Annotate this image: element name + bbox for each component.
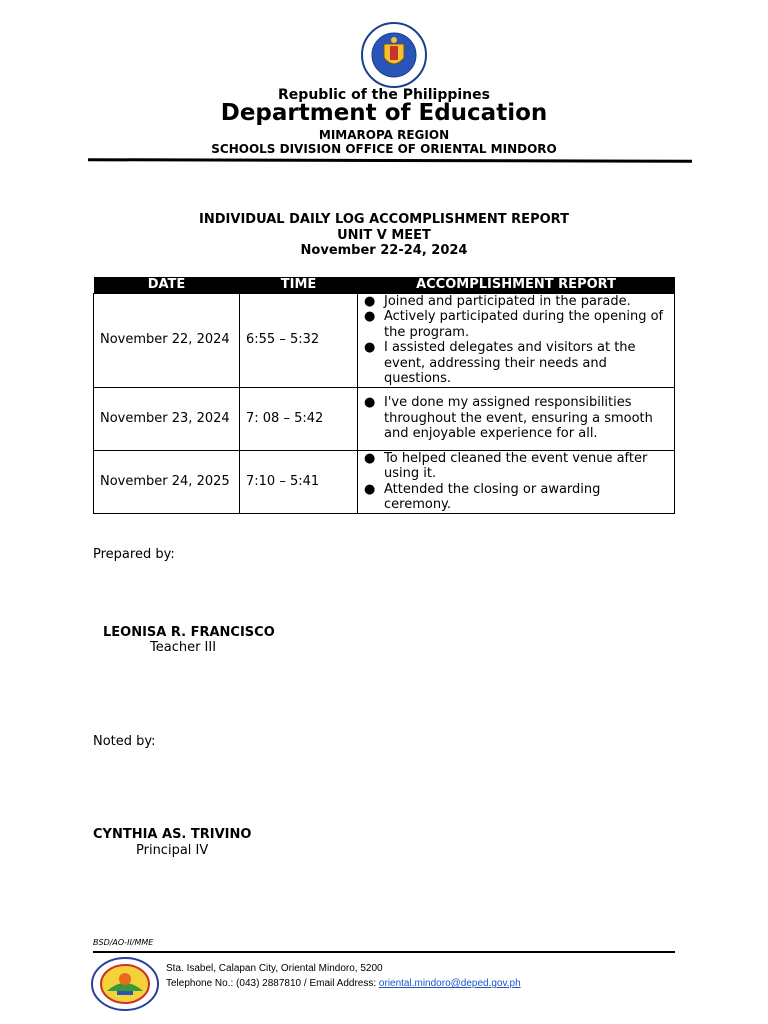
report-dates: November 22-24, 2024 — [300, 243, 468, 258]
footer-contact — [166, 978, 521, 989]
list-item: ● I've done my assigned responsibilities throughout the event, ensuring a smooth and enjoyable experience for all. — [364, 395, 668, 442]
table-row — [94, 450, 675, 513]
list-item: ● I assisted delegates and visitors at the event, addressing their needs and questions. — [364, 340, 668, 387]
table-header-row — [94, 277, 675, 293]
accomplishment-table — [93, 277, 675, 514]
date-cell: November 24, 2025 — [94, 450, 240, 513]
division-heading: SCHOOLS DIVISION OFFICE OF ORIENTAL MINDORO — [211, 142, 557, 156]
list-item: ● Attended the closing or awarding ceremony. — [364, 482, 668, 513]
department-heading: Department of Education — [220, 100, 548, 126]
column-header-time: TIME — [240, 277, 358, 293]
republic-heading: Republic of the Philippines — [278, 87, 490, 103]
reference-code: BSD/AO-II/MME — [93, 938, 154, 947]
date-cell: November 22, 2024 — [94, 293, 240, 387]
noter-name: CYNTHIA AS. TRIVINO — [93, 827, 252, 842]
preparer-position: Teacher III — [150, 640, 217, 655]
footer-divider — [93, 951, 675, 953]
sdo-oriental-mindoro-logo-icon — [91, 957, 159, 1011]
accomplishment-cell — [358, 387, 675, 450]
time-cell: 7: 08 – 5:42 — [240, 387, 358, 450]
list-item: ● Joined and participated in the parade. — [364, 294, 668, 310]
region-heading: MIMAROPA REGION — [318, 128, 450, 142]
column-header-date: DATE — [94, 277, 240, 293]
report-title: INDIVIDUAL DAILY LOG ACCOMPLISHMENT REPORT — [199, 212, 569, 227]
email-link[interactable]: oriental.mindoro@deped.gov.ph — [378, 978, 521, 989]
column-header-accomplishment: ACCOMPLISHMENT REPORT — [358, 277, 675, 293]
accomplishment-cell — [358, 450, 675, 513]
preparer-name: LEONISA R. FRANCISCO — [103, 625, 275, 640]
report-event: UNIT V MEET — [337, 228, 431, 243]
noter-position: Principal IV — [136, 843, 209, 858]
table-row — [94, 387, 675, 450]
list-item: ● To helped cleaned the event venue after using it. — [364, 451, 668, 482]
time-cell: 7:10 – 5:41 — [240, 450, 358, 513]
list-item: ● Actively participated during the opening of the program. — [364, 309, 668, 340]
footer-address: Sta. Isabel, Calapan City, Oriental Mindoro, 5200 — [166, 963, 383, 974]
time-cell: 6:55 – 5:32 — [240, 293, 358, 387]
date-cell: November 23, 2024 — [94, 387, 240, 450]
accomplishment-cell — [358, 293, 675, 387]
prepared-by-label: Prepared by: — [93, 547, 175, 562]
noted-by-label: Noted by: — [93, 734, 156, 749]
header-divider — [88, 158, 692, 163]
table-row — [94, 293, 675, 387]
deped-seal-icon — [356, 22, 432, 88]
footer-contact-text: Telephone No.: (043) 2887810 / Email Address: — [166, 978, 379, 989]
